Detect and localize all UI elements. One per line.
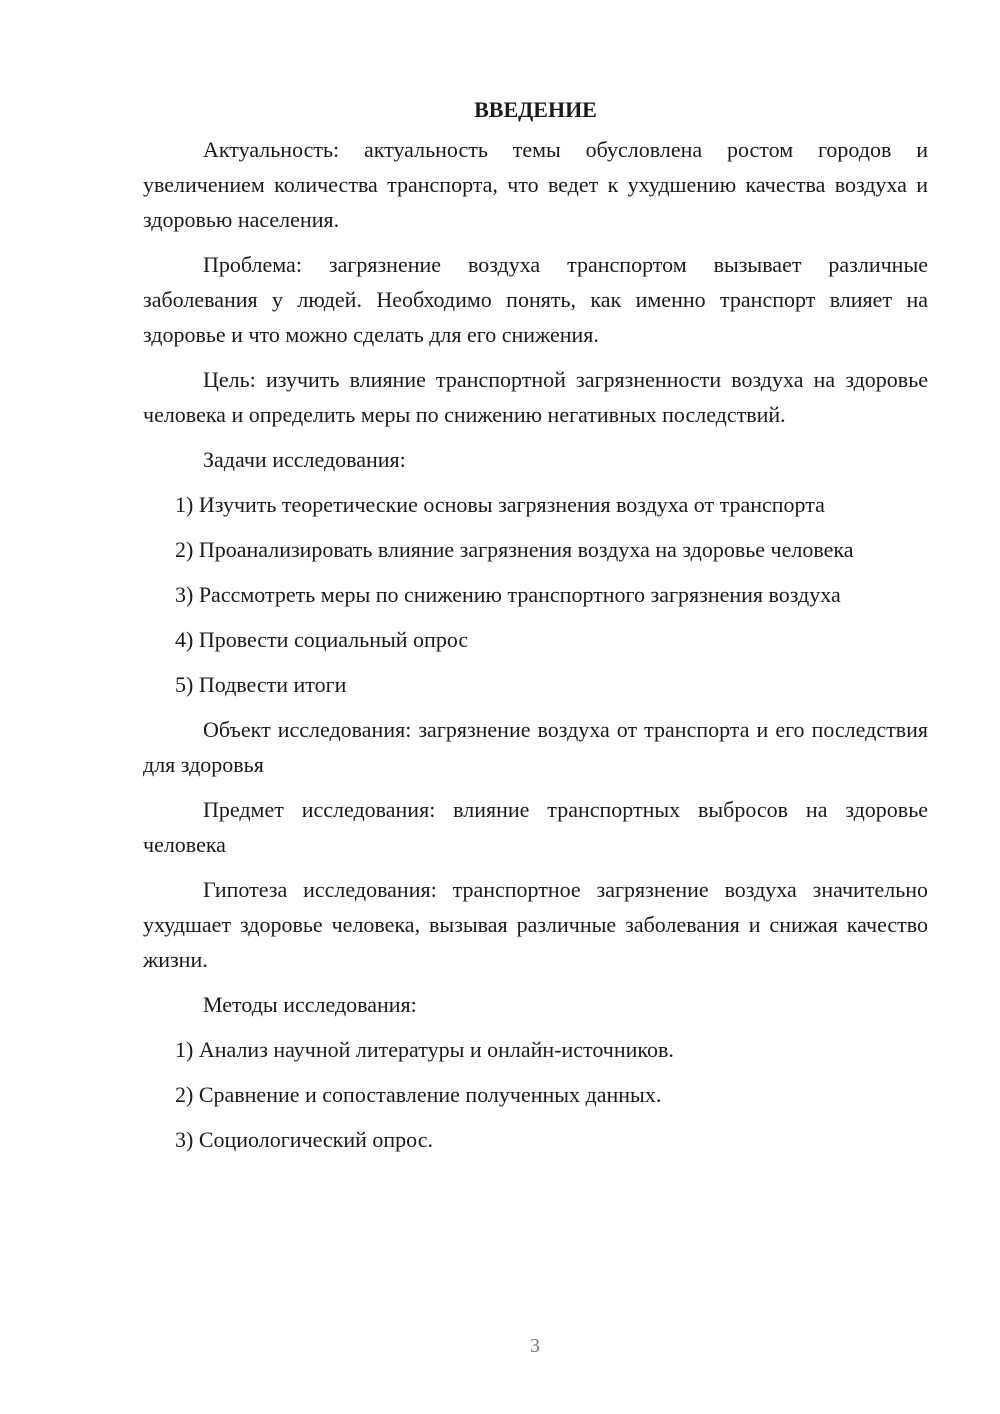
task-item: 5) Подвести итоги <box>175 672 347 697</box>
methods-heading: Методы исследования: <box>203 992 417 1017</box>
method-item: 1) Анализ научной литературы и онлайн-источников. <box>175 1037 674 1062</box>
relevance-paragraph: Актуальность: актуальность темы обусловлена ростом городов и увеличением количества транспорта, что ведет к ухудшению качества воздуха и здоровью населения. <box>143 137 928 232</box>
document-page <box>143 92 928 1167</box>
tasks-heading: Задачи исследования: <box>203 447 406 472</box>
task-item: 3) Рассмотреть меры по снижению транспортного загрязнения воздуха <box>175 582 841 607</box>
subject-paragraph: Предмет исследования: влияние транспортных выбросов на здоровье человека <box>143 797 928 857</box>
section-title: ВВЕДЕНИЕ <box>474 97 597 122</box>
object-paragraph: Объект исследования: загрязнение воздуха от транспорта и его последствия для здоровья <box>143 717 928 777</box>
hypothesis-paragraph: Гипотеза исследования: транспортное загрязнение воздуха значительно ухудшает здоровье человека, вызывая различные заболевания и снижая качество жизни. <box>143 877 928 972</box>
method-item: 3) Социологический опрос. <box>175 1127 433 1152</box>
task-item: 2) Проанализировать влияние загрязнения воздуха на здоровье человека <box>175 537 854 562</box>
page-number: 3 <box>530 1335 540 1357</box>
task-item: 1) Изучить теоретические основы загрязнения воздуха от транспорта <box>175 492 825 517</box>
method-item: 2) Сравнение и сопоставление полученных данных. <box>175 1082 662 1107</box>
goal-paragraph: Цель: изучить влияние транспортной загрязненности воздуха на здоровье человека и определить меры по снижению негативных последствий. <box>143 367 928 427</box>
problem-paragraph: Проблема: загрязнение воздуха транспортом вызывает различные заболевания у людей. Необходимо понять, как именно транспорт влияет на здоровье и что можно сделать для его снижения. <box>143 252 928 347</box>
task-item: 4) Провести социальный опрос <box>175 627 469 652</box>
